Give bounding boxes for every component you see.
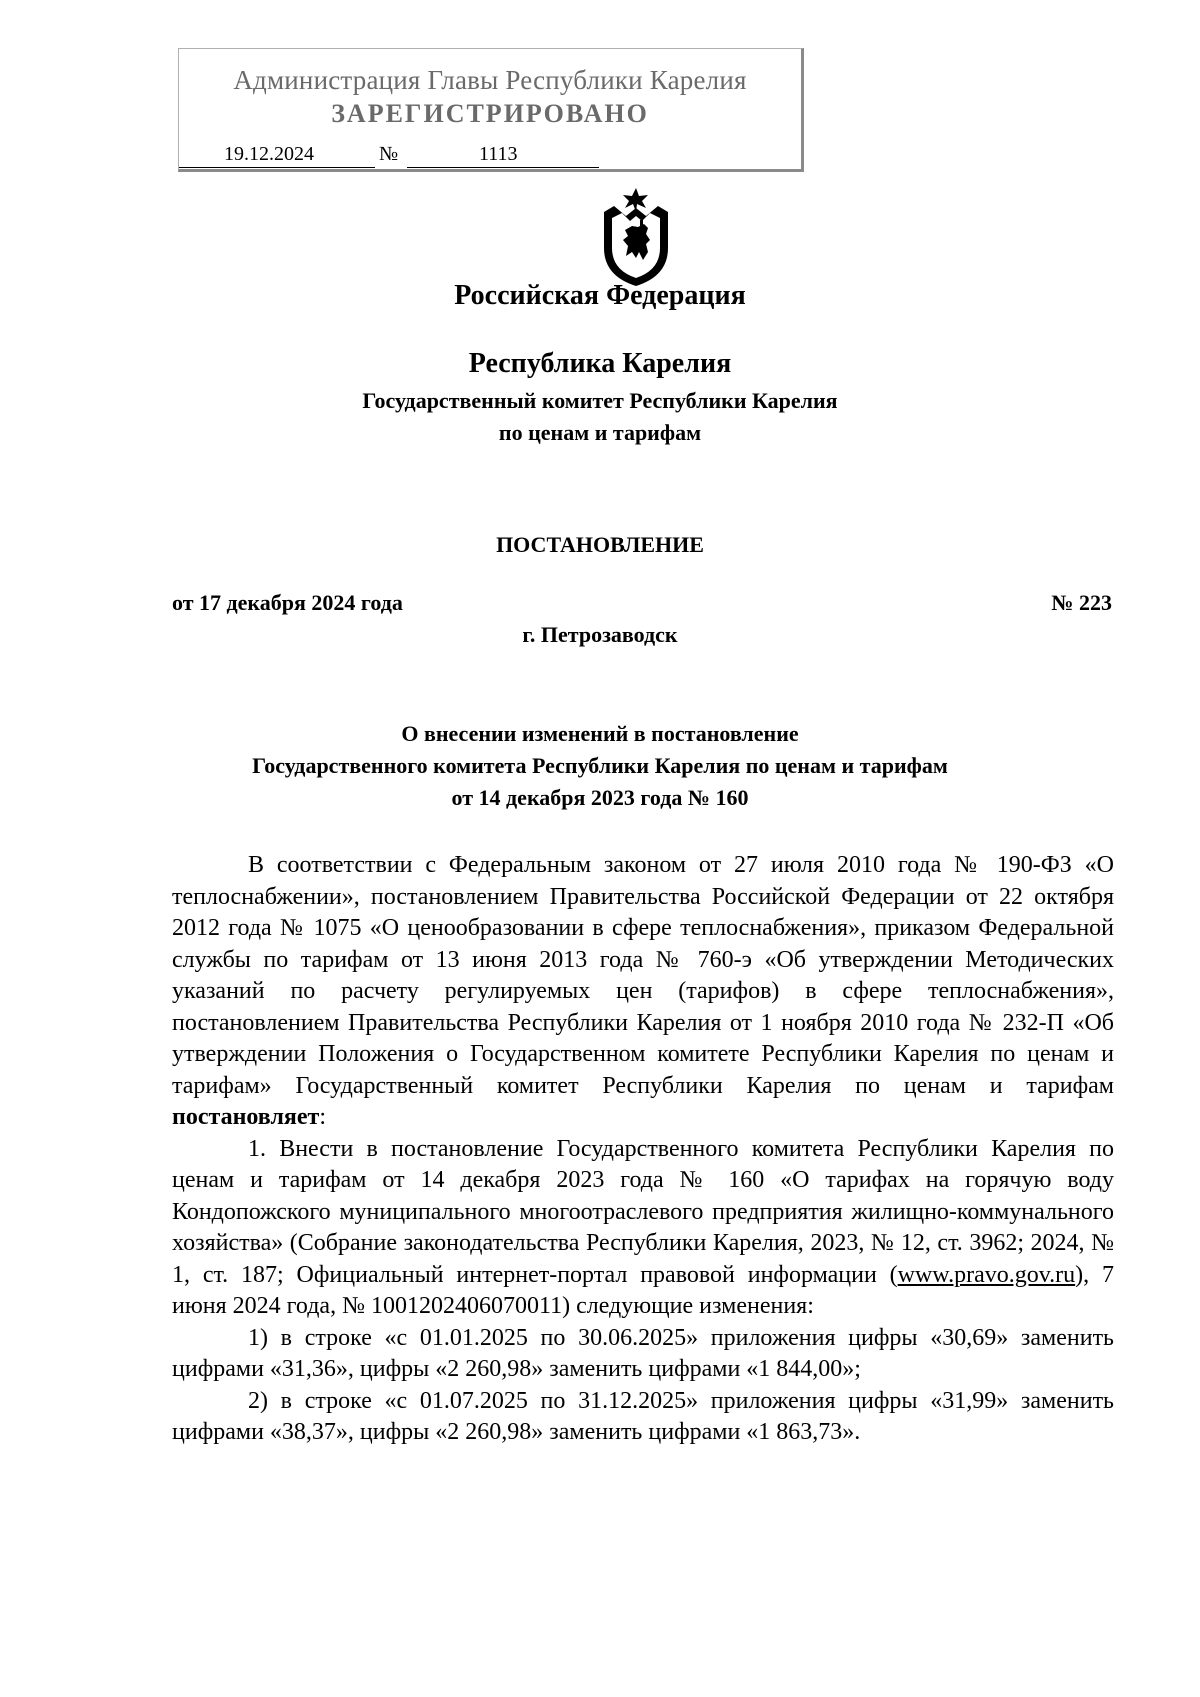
stamp-date: 19.12.2024 <box>224 143 314 165</box>
item-1-text-end: ), 7 июня 2024 года, № 1001202406070011) следующие изменения: <box>172 1261 1114 1319</box>
item-1-text: 1. Внести в постановление Государственного комитета Республики Карелия по ценам и тарифам от 14 декабря 2023 года № 160 «О тарифах на горячую воду Кондопожского муниципального многоотраслевого предприятия жилищно-коммунального хозяйства» (Собрание законодательства Республики Карелия, 2023, № 12, ст. 3962; 2024, № 1, ст. 187; Официальный интернет-портал правовой информации ( <box>172 1135 1114 1288</box>
pravo-link[interactable]: www.pravo.gov.ru <box>897 1261 1076 1288</box>
stamp-number-underline <box>407 167 599 168</box>
preamble-text: В соответствии с Федеральным законом от 27 июля 2010 года № 190-ФЗ «О теплоснабжении», постановлением Правительства Российской Федерации от 22 октября 2012 года № 1075 «О ценообразовании в сфере теплоснабжения», приказом Федеральной службы по тарифам от 13 июня 2013 года № 760-э «Об утверждении Методических указаний по расчету регулируемых цен (тарифов) в сфере теплоснабжения», постановлением Правительства Республики Карелия от 1 ноября 2010 года № 232-П «Об утверждении Положения о Государственном комитете Республики Карелия по ценам и тарифам» Государственный комитет Республики Карелия по ценам и тарифам <box>172 852 1114 1099</box>
document-date: от 17 декабря 2024 года <box>172 590 403 615</box>
decision-keyword: постановляет <box>172 1104 320 1130</box>
committee-name-line1: Государственный комитет Республики Карелия <box>362 388 838 413</box>
document-number: № 223 <box>1051 590 1112 615</box>
country-name: Российская Федерация <box>454 280 746 311</box>
republic-name: Республика Карелия <box>468 348 732 379</box>
document-title-line1: О внесении изменений в постановление <box>401 721 799 746</box>
registration-stamp <box>178 48 804 172</box>
committee-name-line2: по ценам и тарифам <box>498 420 702 445</box>
document-body <box>172 850 1114 1449</box>
stamp-registered: ЗАРЕГИСТРИРОВАНО <box>331 99 649 128</box>
subitem-2-paragraph: 2) в строке «с 01.07.2025 по 31.12.2025» приложения цифры «31,99» заменить цифрами «38,37», цифры «2 260,98» заменить цифрами «1 863,73». <box>172 1387 1114 1445</box>
subitem-1-paragraph: 1) в строке «с 01.01.2025 по 30.06.2025» приложения цифры «30,69» заменить цифрами «31,36», цифры «2 260,98» заменить цифрами «1 844,00»; <box>172 1324 1114 1382</box>
preamble-paragraph <box>172 850 1114 1134</box>
document-title-line2: Государственного комитета Республики Карелия по ценам и тарифам <box>252 753 948 778</box>
stamp-authority: Администрация Главы Республики Карелия <box>233 65 747 95</box>
item-1-paragraph <box>172 1134 1114 1323</box>
stamp-number-sign: № <box>379 143 399 165</box>
document-title-line3: от 14 декабря 2023 года № 160 <box>451 785 749 810</box>
stamp-number: 1113 <box>479 143 518 165</box>
stamp-registration-row <box>179 141 599 169</box>
karelia-coat-of-arms-icon <box>592 186 680 290</box>
preamble-end: : <box>319 1104 326 1130</box>
document-type: ПОСТАНОВЛЕНИЕ <box>496 532 704 557</box>
stamp-date-underline <box>179 167 375 168</box>
document-city: г. Петрозаводск <box>522 622 678 647</box>
